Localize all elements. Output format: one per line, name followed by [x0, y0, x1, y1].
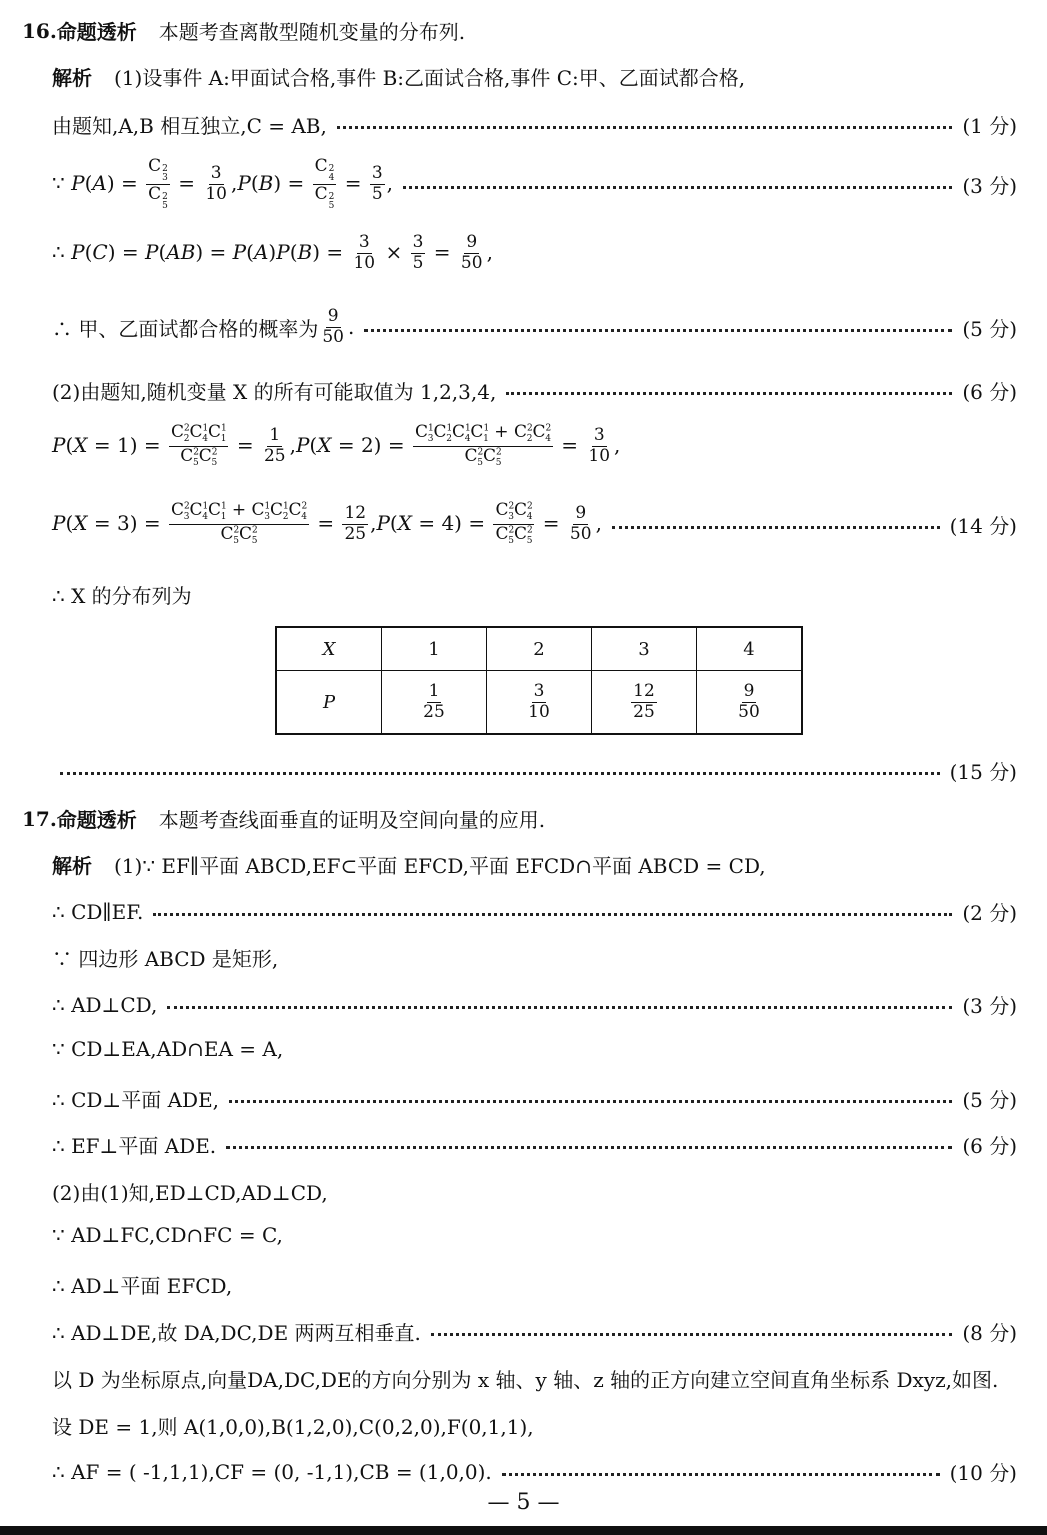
leader-dots	[153, 913, 952, 916]
score: (10 分)	[949, 1461, 1017, 1485]
score: (5 分)	[962, 316, 1017, 341]
text: ∴ AD⊥平面 EFCD,	[52, 1274, 233, 1298]
q16-line-10	[60, 756, 1017, 785]
numerator: 3	[533, 680, 545, 701]
q16-line-2	[52, 110, 1017, 139]
score: (3 分)	[962, 174, 1017, 198]
score: (6 分)	[962, 380, 1017, 404]
text: ∴ AD⊥CD,	[52, 992, 158, 1017]
text: ∴ X 的分布列为	[52, 584, 192, 608]
fraction: $\frac{9}{50}$	[322, 306, 344, 347]
q16-line-1	[52, 62, 1017, 91]
q17-line-14	[52, 1457, 1017, 1486]
q17-line-10	[52, 1270, 1017, 1299]
section-label: 命题透析	[56, 20, 137, 44]
formula: ∵ P(A) = C 2 3 C 2 5 = $\frac{3}{10}$ ,P(B) = C 2 4 C 2 5 = $\frac{3}{5}$ ,	[52, 156, 394, 211]
text: ∴ CD⊥平面 ADE,	[52, 1088, 220, 1112]
q17-line-12	[52, 1364, 1017, 1393]
denominator: 10	[528, 701, 550, 722]
section-label: 命题透析	[56, 808, 137, 832]
formula: P(X = 3) = $\frac{C^2_3C^1_4C^1_1 + C^1_3C^1_2C^2_4}{C^2_5C^2_5}$ = $\frac{12}{25}$ ,P(X = 4) = $\frac{C^2_3C^2_4}{C^2_5C^2_5}$ = $\frac{9}{50}$ ,	[52, 500, 602, 547]
score: (8 分)	[962, 1321, 1017, 1345]
text: (2)由(1)知,ED⊥CD,AD⊥CD,	[52, 1181, 328, 1205]
leader-dots	[167, 1006, 952, 1009]
formula: P(X = 1) = $\frac{C^2_2C^1_4C^1_1}{C^2_5C^2_5}$ = $\frac{1}{25}$ ,P(X = 2) = $\frac{C^1_3C^1_2C^1_4C^1_1 + C^2_2C^2_4}{C^2_5C^2_5}$ = $\frac{3}{10}$ ,	[52, 422, 621, 469]
q17-line-11	[52, 1317, 1017, 1346]
q16-line-4	[52, 234, 1017, 273]
text: (1)∵ EF∥平面 ABCD,EF⊂平面 EFCD,平面 EFCD∩平面 ABCD = CD,	[114, 854, 766, 878]
score: (2 分)	[962, 901, 1017, 925]
analysis-label: 解析	[52, 66, 92, 90]
q16-line-5: ∴ 甲、乙面试都合格的概率为 $\frac{9}{50}$ . (5 分)	[52, 306, 1017, 347]
q17-line-6	[52, 1084, 1017, 1113]
footer-rule	[0, 1526, 1047, 1535]
table-cell: 1	[382, 627, 487, 671]
table-cell	[697, 671, 803, 735]
text: ∴ AD⊥DE,故 DA,DC,DE 两两互相垂直.	[52, 1321, 421, 1345]
q17-line-1	[52, 850, 1017, 879]
q17-header	[22, 804, 1017, 833]
text: ∴ CD∥EF.	[52, 899, 144, 924]
q17-line-3	[52, 943, 1017, 972]
q17-line-2	[52, 897, 1017, 926]
question-number: 16.	[22, 18, 57, 43]
q16-line-9	[52, 580, 1017, 609]
denominator: 50	[738, 701, 760, 722]
table-cell: P	[276, 671, 382, 735]
leader-dots	[506, 392, 952, 395]
leader-dots	[337, 126, 952, 129]
leader-dots	[226, 1146, 952, 1149]
q17-line-8	[52, 1177, 1017, 1206]
text: (2)由题知,随机变量 X 的所有可能取值为 1,2,3,4,	[52, 380, 497, 404]
leader-dots	[403, 186, 952, 189]
table-cell	[592, 671, 697, 735]
table-cell: X	[276, 627, 382, 671]
text: 以 D 为坐标原点,向量DA,DC,DE的方向分别为 x 轴、y 轴、z 轴的正方向建立空间直角坐标系 Dxyz,如图.	[52, 1368, 999, 1392]
score: (6 分)	[962, 1134, 1017, 1158]
q16-line-6	[52, 376, 1017, 405]
text: ∵ CD⊥EA,AD∩EA = A,	[52, 1037, 284, 1061]
score: (1 分)	[962, 114, 1017, 138]
text: ∴ 甲、乙面试都合格的概率为	[52, 316, 319, 341]
analysis-label: 解析	[52, 854, 92, 878]
q17-line-9	[52, 1223, 1017, 1247]
numerator: 1	[428, 680, 440, 701]
text: ∴ EF⊥平面 ADE.	[52, 1134, 217, 1158]
section-text: 本题考查线面垂直的证明及空间向量的应用.	[158, 808, 546, 832]
leader-dots	[364, 329, 952, 332]
leader-dots	[612, 526, 940, 529]
section-text: 本题考查离散型随机变量的分布列.	[158, 20, 466, 44]
q17-line-13	[52, 1411, 1017, 1440]
text: ∵ AD⊥FC,CD∩FC = C,	[52, 1223, 283, 1247]
table-cell: 2	[487, 627, 592, 671]
question-number: 17.	[22, 806, 57, 831]
q17-line-5	[52, 1037, 1017, 1061]
table-row	[276, 671, 802, 735]
denominator: 25	[633, 701, 655, 722]
leader-dots	[431, 1333, 952, 1336]
table-cell: 3	[592, 627, 697, 671]
q16-line-7	[52, 424, 1017, 469]
q16-header	[22, 16, 1017, 45]
q17-line-4	[52, 990, 1017, 1019]
score: (5 分)	[962, 1088, 1017, 1112]
leader-dots	[502, 1473, 940, 1476]
leader-dots	[60, 772, 940, 775]
q17-line-7	[52, 1130, 1017, 1159]
table-cell	[487, 671, 592, 735]
table-cell	[382, 671, 487, 735]
text: (1)设事件 A:甲面试合格,事件 B:乙面试合格,事件 C:甲、乙面试都合格,	[114, 66, 746, 90]
page-number: — 5 —	[487, 1490, 560, 1515]
text: 设 DE = 1,则 A(1,0,0),B(1,2,0),C(0,2,0),F(0,1,1),	[52, 1415, 534, 1439]
numerator: 12	[633, 680, 655, 701]
distribution-table	[275, 626, 803, 735]
table-row	[276, 627, 802, 671]
text: ∴ AF = ( -1,1,1),CF = (0, -1,1),CB = (1,0,0).	[52, 1459, 492, 1484]
table-cell: 4	[697, 627, 803, 671]
q16-line-3	[52, 158, 1017, 211]
score: (14 分)	[949, 513, 1017, 538]
text: 由题知,A,B 相互独立,C = AB,	[52, 114, 327, 138]
formula: ∴ P(C) = P(AB) = P(A)P(B) = $\frac{3}{10}$ × $\frac{3}{5}$ = $\frac{9}{50}$ ,	[52, 232, 493, 273]
score: (3 分)	[962, 994, 1017, 1018]
numerator: 9	[743, 680, 755, 701]
denominator: 25	[423, 701, 445, 722]
score: (15 分)	[949, 760, 1017, 784]
q16-line-8	[52, 502, 1017, 547]
text: ∵ 四边形 ABCD 是矩形,	[52, 947, 279, 971]
leader-dots	[229, 1100, 952, 1103]
